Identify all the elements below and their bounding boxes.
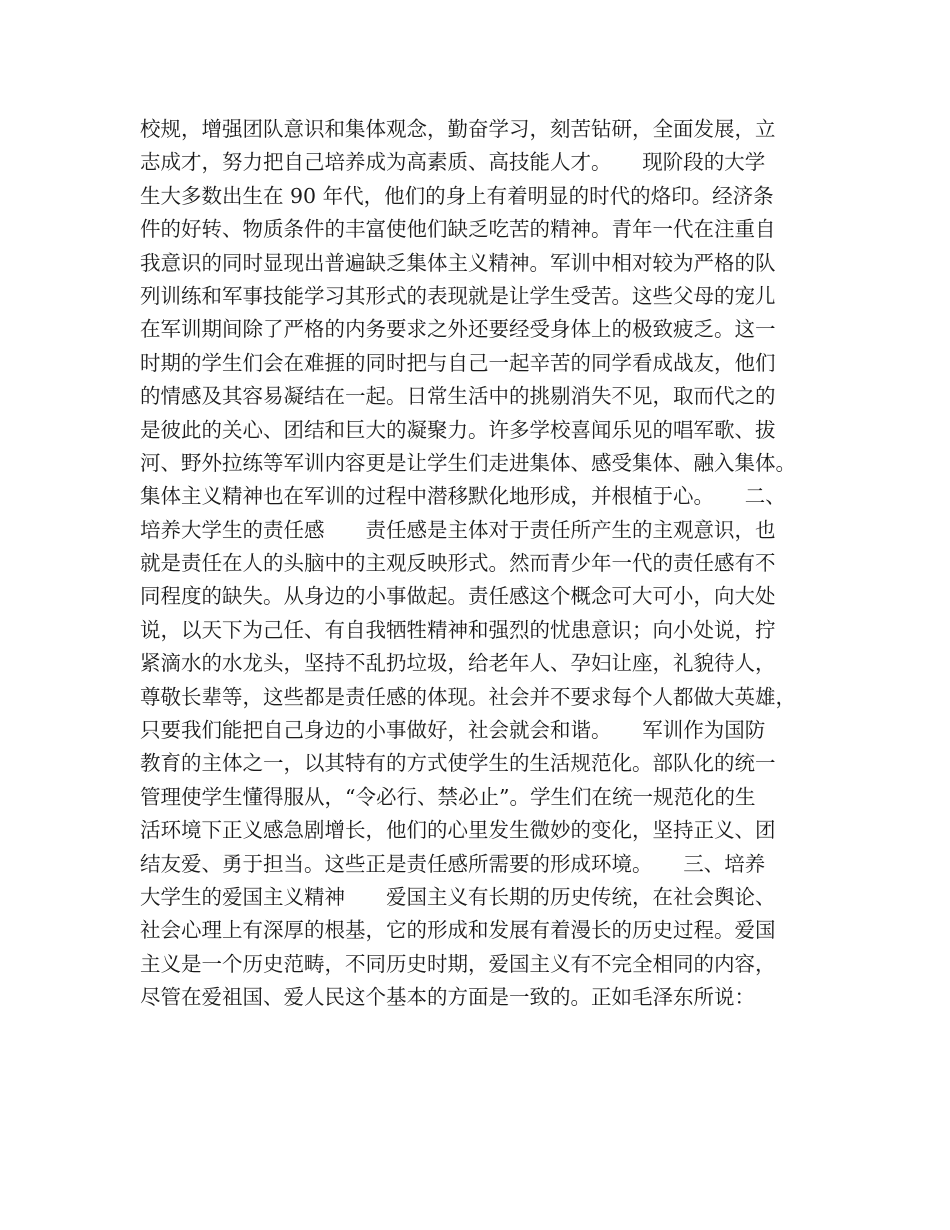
- text-line: 河、野外拉练等军训内容更是让学生们走进集体、感受集体、融入集体。: [140, 450, 796, 475]
- text-line: 说，以天下为己任、有自我牺牲精神和强烈的忧患意识；向小处说，拧: [140, 617, 776, 642]
- text-line: 校规，增强团队意识和集体观念，勤奋学习，刻苦钻研，全面发展，立: [140, 117, 776, 141]
- body-text: [140, 113, 830, 1015]
- text-line: 主义是一个历史范畴，不同历史时期，爱国主义有不完全相同的内容，: [140, 951, 776, 976]
- text-line: 尊敬长辈等，这些都是责任感的体现。社会并不要求每个人都做大英雄，: [140, 684, 796, 709]
- text-line: 大学生的爱国主义精神 爱国主义有长期的历史传统，在社会舆论、: [140, 884, 776, 909]
- text-line: 社会心理上有深厚的根基，它的形成和发展有着漫长的历史过程。爱国: [140, 918, 776, 943]
- text-line: 紧滴水的水龙头，坚持不乱扔垃圾，给老年人、孕妇让座，礼貌待人，: [140, 651, 776, 676]
- text-line: 管理使学生懂得服从，“令必行、禁必止”。学生们在统一规范化的生: [140, 784, 756, 809]
- text-line: 结友爱、勇于担当。这些正是责任感所需要的形成环境。 三、培养: [140, 851, 766, 876]
- text-line: 同程度的缺失。从身边的小事做起。责任感这个概念可大可小，向大处: [140, 584, 776, 609]
- text-line: 培养大学生的责任感 责任感是主体对于责任所产生的主观意识，也: [140, 517, 776, 542]
- text-line: 时期的学生们会在难捱的同时把与自己一起辛苦的同学看成战友，他们: [140, 350, 776, 375]
- text-line: 尽管在爱祖国、爱人民这个基本的方面是一致的。正如毛泽东所说：: [140, 985, 755, 1010]
- text-line: 我意识的同时显现出普遍缺乏集体主义精神。军训中相对较为严格的队: [140, 250, 776, 275]
- text-line: 只要我们能把自己身边的小事做好，社会就会和谐。 军训作为国防: [140, 718, 766, 743]
- text-line: 就是责任在人的头脑中的主观反映形式。然而青少年一代的责任感有不: [140, 551, 776, 576]
- text-line: 是彼此的关心、团结和巨大的凝聚力。许多学校喜闻乐见的唱军歌、拔: [140, 417, 776, 442]
- text-line: 的情感及其容易凝结在一起。日常生活中的挑剔消失不见，取而代之的: [140, 384, 776, 409]
- text-line: 活环境下正义感急剧增长，他们的心里发生微妙的变化，坚持正义、团: [140, 818, 776, 843]
- text-line: 列训练和军事技能学习其形式的表现就是让学生受苦。这些父母的宠儿: [140, 283, 776, 308]
- text-line: 集体主义精神也在军训的过程中潜移默化地形成，并根植于心。 二、: [140, 484, 786, 509]
- text-line: 在军训期间除了严格的内务要求之外还要经受身体上的极致疲乏。这一: [140, 317, 776, 342]
- text-line: 志成才，努力把自己培养成为高素质、高技能人才。 现阶段的大学: [140, 150, 766, 175]
- text-line: 生大多数出生在 90 年代，他们的身上有着明显的时代的烙印。经济条: [140, 183, 774, 208]
- text-line: 件的好转、物质条件的丰富使他们缺乏吃苦的精神。青年一代在注重自: [140, 217, 776, 242]
- text-line: 教育的主体之一，以其特有的方式使学生的生活规范化。部队化的统一: [140, 751, 776, 776]
